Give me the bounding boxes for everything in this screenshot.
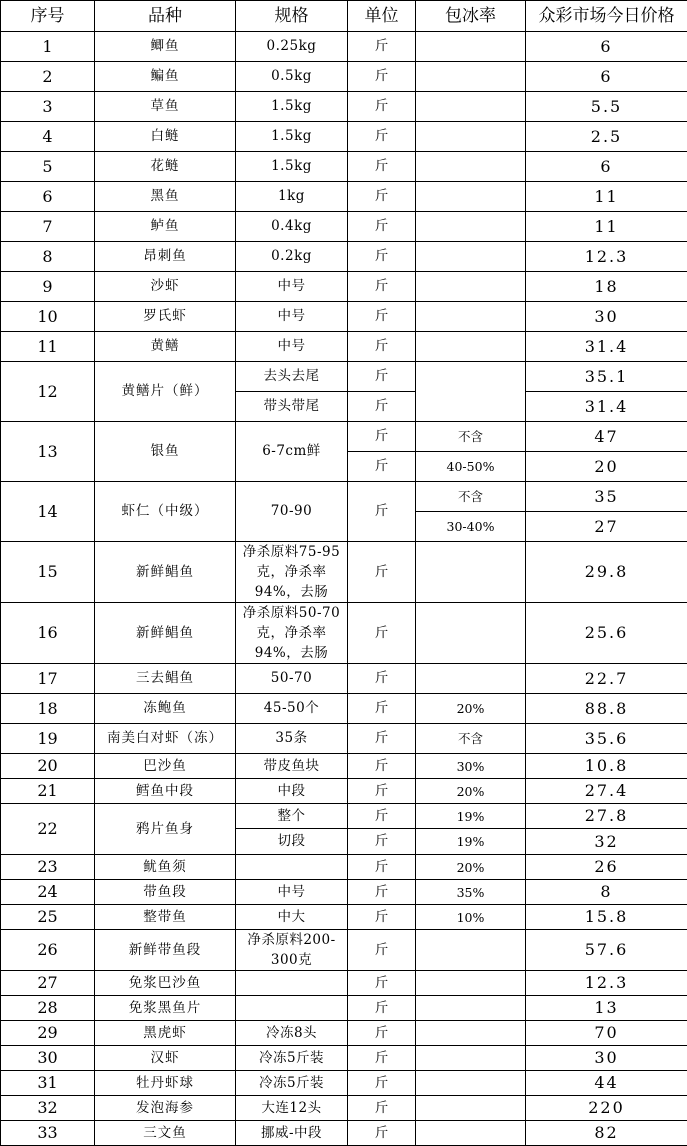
cell-ice-rate: 20% (416, 694, 526, 724)
cell-spec: 冷冻8头 (236, 1021, 348, 1046)
cell-price: 6 (526, 152, 687, 182)
cell-no: 28 (1, 996, 95, 1021)
cell-no: 2 (1, 62, 95, 92)
cell-price: 47 (526, 422, 687, 452)
cell-unit: 斤 (348, 212, 416, 242)
cell-price: 82 (526, 1121, 687, 1146)
table-row (1, 694, 687, 724)
cell-price: 88.8 (526, 694, 687, 724)
cell-spec: 中大 (236, 905, 348, 930)
cell-name: 带鱼段 (95, 880, 236, 905)
cell-ice-rate: 30% (416, 754, 526, 779)
header-unit: 单位 (348, 1, 416, 32)
table-row (1, 242, 687, 272)
cell-ice-rate (416, 1021, 526, 1046)
cell-ice-rate (416, 930, 526, 971)
cell-ice-rate (416, 1096, 526, 1121)
cell-name: 沙虾 (95, 272, 236, 302)
cell-ice-rate (416, 332, 526, 362)
cell-spec: 1.5kg (236, 92, 348, 122)
cell-price: 32 (526, 829, 687, 855)
cell-name: 牡丹虾球 (95, 1071, 236, 1096)
table-row (1, 779, 687, 804)
cell-name: 鲫鱼 (95, 32, 236, 62)
cell-unit: 斤 (348, 880, 416, 905)
table-row (1, 855, 687, 880)
table-row (1, 62, 687, 92)
cell-spec: 带皮鱼块 (236, 754, 348, 779)
cell-unit: 斤 (348, 1021, 416, 1046)
cell-spec: 挪威-中段 (236, 1121, 348, 1146)
cell-name: 银鱼 (95, 422, 236, 482)
cell-spec: 去头去尾 (236, 362, 348, 392)
cell-name: 虾仁（中级） (95, 482, 236, 542)
cell-name: 整带鱼 (95, 905, 236, 930)
cell-price: 5.5 (526, 92, 687, 122)
cell-price: 57.6 (526, 930, 687, 971)
cell-no: 32 (1, 1096, 95, 1121)
cell-unit: 斤 (348, 122, 416, 152)
cell-spec: 6-7cm鲜 (236, 422, 348, 482)
cell-ice-rate (416, 1046, 526, 1071)
table-row (1, 905, 687, 930)
cell-name: 昂刺鱼 (95, 242, 236, 272)
cell-name: 黑虎虾 (95, 1021, 236, 1046)
cell-price: 2.5 (526, 122, 687, 152)
table-row (1, 332, 687, 362)
cell-ice-rate (416, 1121, 526, 1146)
cell-price: 31.4 (526, 332, 687, 362)
cell-spec: 冷冻5斤装 (236, 1071, 348, 1096)
cell-price: 220 (526, 1096, 687, 1121)
cell-price: 11 (526, 212, 687, 242)
cell-unit: 斤 (348, 542, 416, 603)
cell-price: 13 (526, 996, 687, 1021)
cell-spec: 1kg (236, 182, 348, 212)
cell-no: 7 (1, 212, 95, 242)
cell-no: 31 (1, 1071, 95, 1096)
cell-price: 6 (526, 62, 687, 92)
cell-unit: 斤 (348, 754, 416, 779)
cell-price: 30 (526, 1046, 687, 1071)
cell-no: 11 (1, 332, 95, 362)
cell-no: 30 (1, 1046, 95, 1071)
cell-ice-rate (416, 542, 526, 603)
cell-unit: 斤 (348, 804, 416, 829)
table-row (1, 1071, 687, 1096)
cell-unit: 斤 (348, 855, 416, 880)
cell-price: 12.3 (526, 242, 687, 272)
cell-spec (236, 971, 348, 996)
cell-spec: 中号 (236, 880, 348, 905)
cell-no: 23 (1, 855, 95, 880)
cell-ice-rate (416, 152, 526, 182)
cell-price: 31.4 (526, 392, 687, 422)
table-row (1, 302, 687, 332)
cell-no: 20 (1, 754, 95, 779)
cell-name: 草鱼 (95, 92, 236, 122)
cell-ice-rate (416, 302, 526, 332)
cell-unit: 斤 (348, 62, 416, 92)
cell-spec: 0.4kg (236, 212, 348, 242)
cell-name: 白鲢 (95, 122, 236, 152)
cell-ice-rate (416, 1071, 526, 1096)
cell-spec: 45-50个 (236, 694, 348, 724)
cell-price: 11 (526, 182, 687, 212)
cell-spec: 0.5kg (236, 62, 348, 92)
cell-spec: 整个 (236, 804, 348, 829)
cell-ice-rate (416, 92, 526, 122)
table-row (1, 1046, 687, 1071)
cell-ice-rate (416, 362, 526, 422)
cell-ice-rate (416, 664, 526, 694)
table-row (1, 804, 687, 829)
cell-unit: 斤 (348, 452, 416, 482)
cell-ice-rate (416, 62, 526, 92)
table-row (1, 152, 687, 182)
table-row (1, 754, 687, 779)
cell-ice-rate (416, 272, 526, 302)
cell-price: 18 (526, 272, 687, 302)
cell-name: 鱿鱼须 (95, 855, 236, 880)
header-spec: 规格 (236, 1, 348, 32)
cell-name: 黄鳝片（鲜） (95, 362, 236, 422)
cell-name: 发泡海参 (95, 1096, 236, 1121)
cell-no: 8 (1, 242, 95, 272)
cell-ice-rate: 19% (416, 804, 526, 829)
cell-no: 17 (1, 664, 95, 694)
cell-ice-rate: 10% (416, 905, 526, 930)
cell-ice-rate: 不含 (416, 724, 526, 754)
cell-spec: 70-90 (236, 482, 348, 542)
cell-unit: 斤 (348, 905, 416, 930)
header-row (1, 1, 687, 32)
cell-unit: 斤 (348, 664, 416, 694)
cell-no: 33 (1, 1121, 95, 1146)
table-row (1, 422, 687, 452)
cell-no: 24 (1, 880, 95, 905)
cell-no: 13 (1, 422, 95, 482)
header-name: 品种 (95, 1, 236, 32)
cell-unit: 斤 (348, 332, 416, 362)
cell-unit: 斤 (348, 422, 416, 452)
table-row (1, 996, 687, 1021)
table-row (1, 182, 687, 212)
cell-no: 5 (1, 152, 95, 182)
cell-spec (236, 996, 348, 1021)
cell-unit: 斤 (348, 694, 416, 724)
cell-spec: 中号 (236, 302, 348, 332)
cell-no: 19 (1, 724, 95, 754)
cell-ice-rate (416, 212, 526, 242)
cell-ice-rate (416, 182, 526, 212)
cell-name: 罗氏虾 (95, 302, 236, 332)
table-row (1, 542, 687, 603)
cell-price: 26 (526, 855, 687, 880)
table-row (1, 482, 687, 512)
cell-no: 3 (1, 92, 95, 122)
cell-ice-rate (416, 122, 526, 152)
table-row (1, 212, 687, 242)
cell-name: 南美白对虾（冻） (95, 724, 236, 754)
cell-unit: 斤 (348, 930, 416, 971)
cell-unit: 斤 (348, 302, 416, 332)
cell-spec: 0.25kg (236, 32, 348, 62)
cell-name: 免浆巴沙鱼 (95, 971, 236, 996)
cell-name: 鳊鱼 (95, 62, 236, 92)
cell-no: 18 (1, 694, 95, 724)
cell-spec: 中号 (236, 332, 348, 362)
cell-ice-rate: 不含 (416, 422, 526, 452)
cell-ice-rate: 不含 (416, 482, 526, 512)
cell-unit: 斤 (348, 1096, 416, 1121)
cell-price: 20 (526, 452, 687, 482)
cell-spec: 1.5kg (236, 152, 348, 182)
cell-name: 三文鱼 (95, 1121, 236, 1146)
cell-ice-rate: 19% (416, 829, 526, 855)
cell-price: 27.8 (526, 804, 687, 829)
header-price: 众彩市场今日价格 (526, 1, 687, 32)
cell-spec: 净杀原料50-70克，净杀率94%，去肠 (236, 603, 348, 664)
cell-unit: 斤 (348, 482, 416, 542)
cell-price: 8 (526, 880, 687, 905)
cell-no: 25 (1, 905, 95, 930)
cell-unit: 斤 (348, 362, 416, 392)
table-row (1, 362, 687, 392)
cell-unit: 斤 (348, 152, 416, 182)
cell-ice-rate: 40-50% (416, 452, 526, 482)
table-row (1, 32, 687, 62)
cell-unit: 斤 (348, 971, 416, 996)
header-no: 序号 (1, 1, 95, 32)
cell-ice-rate: 20% (416, 855, 526, 880)
cell-unit: 斤 (348, 272, 416, 302)
cell-price: 12.3 (526, 971, 687, 996)
cell-unit: 斤 (348, 242, 416, 272)
cell-spec: 大连12头 (236, 1096, 348, 1121)
cell-ice-rate: 30-40% (416, 512, 526, 542)
cell-no: 22 (1, 804, 95, 855)
cell-no: 27 (1, 971, 95, 996)
cell-name: 鲈鱼 (95, 212, 236, 242)
cell-ice-rate: 35% (416, 880, 526, 905)
cell-ice-rate (416, 603, 526, 664)
table-row (1, 1121, 687, 1146)
cell-price: 30 (526, 302, 687, 332)
table-row (1, 1096, 687, 1121)
cell-spec: 切段 (236, 829, 348, 855)
table-row (1, 122, 687, 152)
cell-ice-rate (416, 996, 526, 1021)
cell-spec: 1.5kg (236, 122, 348, 152)
cell-name: 免浆黑鱼片 (95, 996, 236, 1021)
cell-no: 14 (1, 482, 95, 542)
cell-unit: 斤 (348, 1046, 416, 1071)
table-row (1, 603, 687, 664)
cell-ice-rate: 20% (416, 779, 526, 804)
cell-name: 鸦片鱼身 (95, 804, 236, 855)
table-row (1, 880, 687, 905)
cell-unit: 斤 (348, 32, 416, 62)
cell-ice-rate (416, 32, 526, 62)
cell-name: 黄鳝 (95, 332, 236, 362)
cell-price: 44 (526, 1071, 687, 1096)
cell-spec: 0.2kg (236, 242, 348, 272)
cell-unit: 斤 (348, 603, 416, 664)
cell-name: 花鲢 (95, 152, 236, 182)
cell-name: 冻鲍鱼 (95, 694, 236, 724)
table-row (1, 664, 687, 694)
table-row (1, 272, 687, 302)
cell-no: 6 (1, 182, 95, 212)
cell-unit: 斤 (348, 392, 416, 422)
cell-unit: 斤 (348, 1121, 416, 1146)
cell-price: 25.6 (526, 603, 687, 664)
cell-ice-rate (416, 971, 526, 996)
cell-no: 4 (1, 122, 95, 152)
cell-price: 15.8 (526, 905, 687, 930)
cell-no: 15 (1, 542, 95, 603)
cell-unit: 斤 (348, 92, 416, 122)
cell-unit: 斤 (348, 996, 416, 1021)
cell-name: 三去鲳鱼 (95, 664, 236, 694)
cell-price: 27 (526, 512, 687, 542)
cell-no: 1 (1, 32, 95, 62)
table-row (1, 971, 687, 996)
cell-name: 新鲜鲳鱼 (95, 542, 236, 603)
cell-unit: 斤 (348, 1071, 416, 1096)
cell-price: 29.8 (526, 542, 687, 603)
cell-spec (236, 855, 348, 880)
cell-unit: 斤 (348, 724, 416, 754)
cell-spec: 35条 (236, 724, 348, 754)
cell-price: 10.8 (526, 754, 687, 779)
cell-unit: 斤 (348, 779, 416, 804)
cell-no: 21 (1, 779, 95, 804)
cell-no: 10 (1, 302, 95, 332)
cell-ice-rate (416, 242, 526, 272)
cell-name: 巴沙鱼 (95, 754, 236, 779)
cell-no: 12 (1, 362, 95, 422)
table-row (1, 1021, 687, 1046)
cell-price: 6 (526, 32, 687, 62)
cell-price: 35 (526, 482, 687, 512)
cell-price: 27.4 (526, 779, 687, 804)
cell-no: 16 (1, 603, 95, 664)
cell-price: 70 (526, 1021, 687, 1046)
cell-name: 鳕鱼中段 (95, 779, 236, 804)
cell-unit: 斤 (348, 182, 416, 212)
cell-spec: 中号 (236, 272, 348, 302)
table-row (1, 92, 687, 122)
cell-name: 汉虾 (95, 1046, 236, 1071)
header-ice-rate: 包冰率 (416, 1, 526, 32)
cell-spec: 带头带尾 (236, 392, 348, 422)
cell-price: 22.7 (526, 664, 687, 694)
cell-spec: 50-70 (236, 664, 348, 694)
cell-name: 新鲜带鱼段 (95, 930, 236, 971)
cell-price: 35.6 (526, 724, 687, 754)
cell-spec: 净杀原料75-95克，净杀率94%，去肠 (236, 542, 348, 603)
cell-spec: 中段 (236, 779, 348, 804)
cell-unit: 斤 (348, 829, 416, 855)
cell-name: 黑鱼 (95, 182, 236, 212)
cell-no: 26 (1, 930, 95, 971)
cell-no: 29 (1, 1021, 95, 1046)
cell-no: 9 (1, 272, 95, 302)
cell-spec: 冷冻5斤装 (236, 1046, 348, 1071)
cell-price: 35.1 (526, 362, 687, 392)
table-row (1, 724, 687, 754)
cell-name: 新鲜鲳鱼 (95, 603, 236, 664)
table-row (1, 930, 687, 971)
cell-spec: 净杀原料200-300克 (236, 930, 348, 971)
